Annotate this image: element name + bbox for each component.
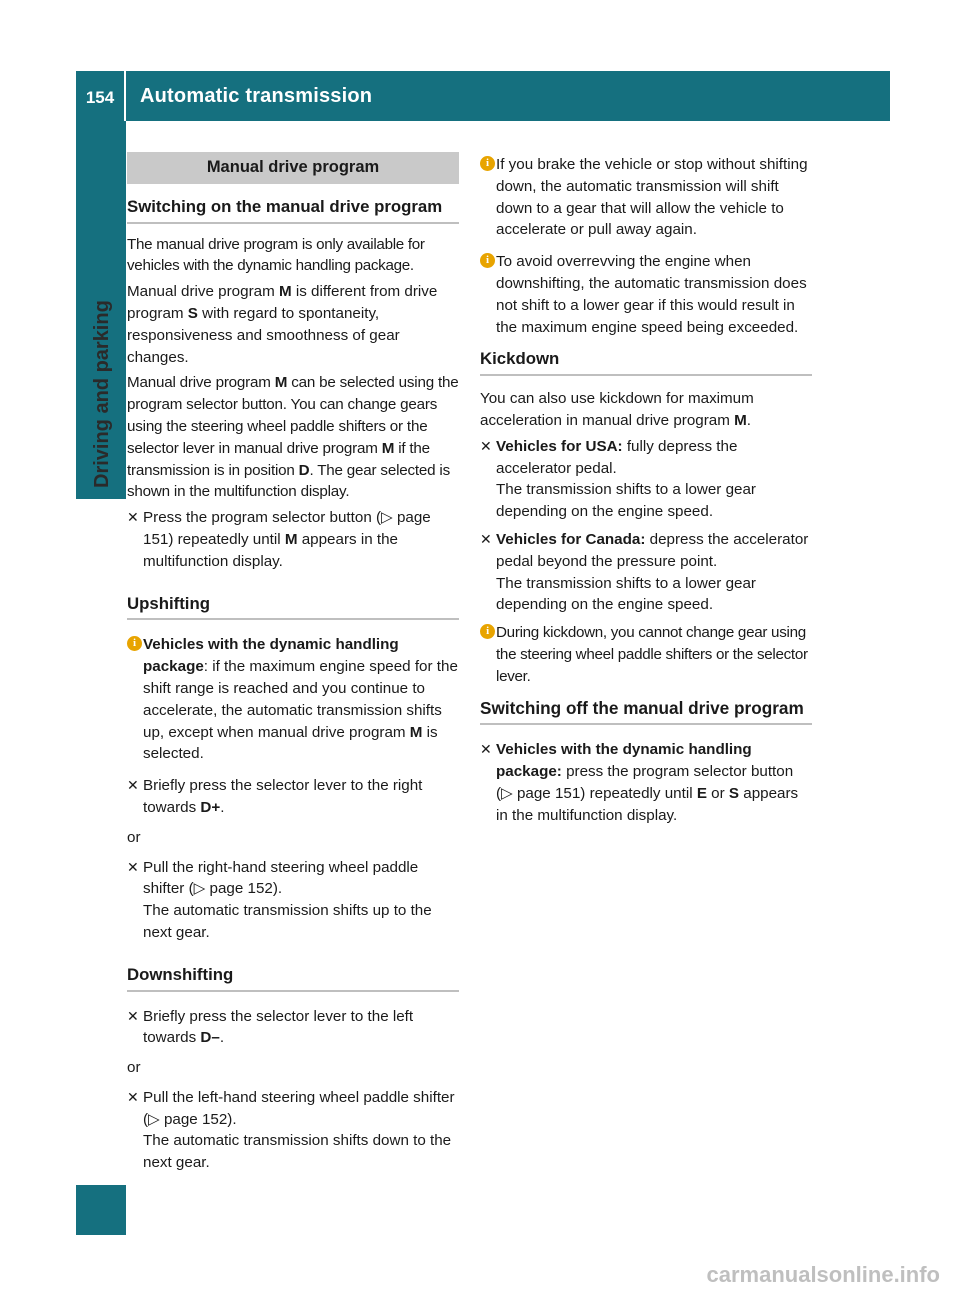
heading-downshifting: Downshifting [127, 964, 459, 992]
instruction-step: ✕ Pull the left-hand steering wheel paddle shifter (▷ page 152). The automatic transmission shifts down to the next gear. [127, 1088, 455, 1172]
heading-switch-off: Switching off the manual drive program [480, 698, 812, 726]
or-text: or [127, 1059, 141, 1077]
step-marker-icon: ✕ [127, 1088, 139, 1105]
paragraph: You can also use kickdown for maximum acceleration in manual drive program M. [480, 390, 754, 429]
side-tab-label: Driving and parking [91, 300, 113, 488]
info-icon: i [127, 636, 142, 651]
page-number: 154 [76, 71, 126, 121]
step-marker-icon: ✕ [127, 1007, 139, 1024]
info-icon: i [480, 624, 495, 639]
info-icon: i [480, 156, 495, 171]
paragraph: Manual drive program M is different from drive program S with regard to spontaneity, responsiveness and smoothness of gear changes. [127, 283, 438, 366]
right-column [480, 154, 812, 833]
page-title: Automatic transmission [140, 84, 373, 107]
info-icon: i [480, 253, 495, 268]
heading-kickdown: Kickdown [480, 348, 812, 376]
section-banner: Manual drive program [127, 152, 459, 184]
info-note: i If you brake the vehicle or stop without shifting down, the automatic transmission will shift down to a gear that will allow the vehicle to accelerate or pull away again. [480, 154, 812, 241]
side-marker [76, 1185, 126, 1235]
info-note: i To avoid overrevving the engine when downshifting, the automatic transmission does not shift to a lower gear if this would result in the maximum engine speed being exceeded. [480, 251, 812, 338]
paragraph: Manual drive program M can be selected using the program selector button. You can change gears using the steering wheel paddle shifters or the selector lever in manual drive program M if the transmission is in position D. The gear selected is shown in the multifunction display. [127, 374, 459, 501]
info-note: i During kickdown, you cannot change gear using the steering wheel paddle shifters or the selector lever. [480, 622, 812, 687]
watermark: carmanualsonline.info [706, 1262, 940, 1287]
instruction-step: ✕ Pull the right-hand steering wheel paddle shifter (▷ page 152). The automatic transmission shifts up to the next gear. [127, 858, 432, 941]
instruction-step: ✕ Briefly press the selector lever to the right towards D+. [127, 777, 423, 816]
paragraph: The manual drive program is only available for vehicles with the dynamic handling package. [127, 235, 425, 275]
instruction-step: ✕ Press the program selector button (▷ page 151) repeatedly until M appears in the multifunction display. [127, 509, 431, 570]
step-marker-icon: ✕ [127, 509, 139, 526]
instruction-step: ✕ Briefly press the selector lever to the left towards D–. [127, 1007, 414, 1047]
or-text: or [127, 828, 141, 846]
step-marker-icon: ✕ [480, 530, 492, 547]
step-marker-icon: ✕ [127, 777, 139, 794]
instruction-step: ✕ Vehicles with the dynamic handling package: press the program selector button (▷ page 151) repeatedly until E or S appears in the multifunction display. [480, 741, 799, 824]
instruction-step: ✕ Vehicles for USA: fully depress the accelerator pedal. The transmission shifts to a lower gear depending on the engine speed. [480, 437, 756, 521]
page-header [76, 71, 890, 121]
heading-switch-on: Switching on the manual drive program [127, 196, 459, 224]
step-marker-icon: ✕ [480, 741, 492, 758]
heading-upshifting: Upshifting [127, 593, 459, 621]
instruction-step: ✕ Vehicles for Canada: depress the accelerator pedal beyond the pressure point. The transmission shifts to a lower gear depending on the engine speed. [480, 530, 809, 614]
left-column [127, 152, 459, 1180]
step-marker-icon: ✕ [127, 858, 139, 875]
step-marker-icon: ✕ [480, 437, 492, 454]
info-note: i Vehicles with the dynamic handling package: if the maximum engine speed for the shift range is reached and you continue to accelerate, the automatic transmission shifts up, except when manual drive program M is selected. [127, 634, 459, 765]
